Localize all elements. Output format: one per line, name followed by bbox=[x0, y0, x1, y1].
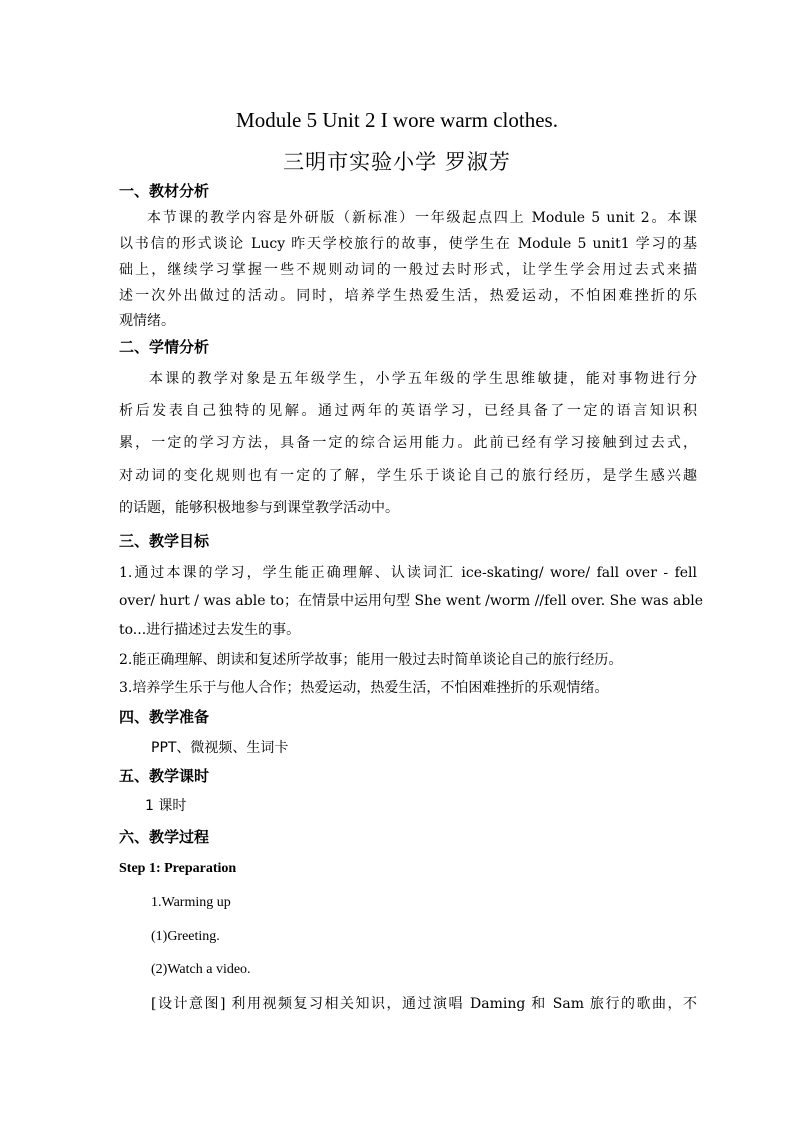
paragraph-line: 本节课的教学内容是外研版（新标准）一年级起点四上 Module 5 unit 2。本课 bbox=[147, 210, 697, 226]
paragraph-line: 析后发表自己独特的见解。通过两年的英语学习，已经具备了一定的语言知识积 bbox=[119, 403, 697, 419]
section-heading-teaching-process: 六、教学过程 bbox=[119, 828, 210, 846]
paragraph-line: 础上，继续学习掌握一些不规则动词的一般过去时形式，让学生学会用过去式来描 bbox=[119, 262, 697, 278]
goal-line: 3.培养学生乐于与他人合作；热爱运动，热爱生活，不怕困难挫折的乐观情绪。 bbox=[119, 680, 609, 696]
paragraph-line: 的话题，能够积极地参与到课堂教学活动中。 bbox=[119, 500, 399, 516]
preparation-materials: PPT、微视频、生词卡 bbox=[151, 740, 289, 756]
section-heading-textbook-analysis: 一、教材分析 bbox=[119, 182, 210, 200]
author-line: 三明市实验小学 罗淑芳 bbox=[283, 150, 511, 174]
goal-line: 2.能正确理解、朗读和复述所学故事；能用一般过去时简单谈论自己的旅行经历。 bbox=[119, 652, 623, 668]
paragraph-line: 观情绪。 bbox=[119, 313, 175, 329]
section-heading-class-hours: 五、教学课时 bbox=[119, 767, 210, 785]
goal-line: to...进行描述过去发生的事。 bbox=[119, 622, 301, 638]
document-title: Module 5 Unit 2 I wore warm clothes. bbox=[236, 108, 558, 132]
section-heading-preparation: 四、教学准备 bbox=[119, 708, 210, 726]
goal-line: 1.通过本课的学习，学生能正确理解、认读词汇 ice-skating/ wore/ fall over - fell bbox=[119, 565, 697, 581]
paragraph-line: 述一次外出做过的活动。同时，培养学生热爱生活，热爱运动，不怕困难挫折的乐 bbox=[119, 288, 697, 304]
section-heading-learner-analysis: 二、学情分析 bbox=[119, 338, 210, 356]
paragraph-line: 本课的教学对象是五年级学生，小学五年级的学生思维敏捷，能对事物进行分 bbox=[149, 371, 697, 387]
paragraph-line: 累，一定的学习方法，具备一定的综合运用能力。此前已经有学习接触到过去式， bbox=[119, 435, 697, 451]
paragraph-line: 对动词的变化规则也有一定的了解，学生乐于谈论自己的旅行经历，是学生感兴趣 bbox=[119, 468, 697, 484]
goal-line: over/ hurt / was able to；在情景中运用句型 She went /worm //fell over. She was able bbox=[119, 593, 704, 609]
step-heading: Step 1: Preparation bbox=[119, 861, 237, 876]
process-item: (2)Watch a video. bbox=[151, 962, 251, 977]
design-intent-line: [设计意图] 利用视频复习相关知识，通过演唱 Daming 和 Sam 旅行的歌曲，不 bbox=[151, 996, 697, 1012]
paragraph-line: 以书信的形式谈论 Lucy 昨天学校旅行的故事，使学生在 Module 5 unit1 学习的基 bbox=[119, 236, 697, 252]
process-item: (1)Greeting. bbox=[151, 929, 220, 944]
process-item: 1.Warming up bbox=[151, 895, 231, 910]
section-heading-teaching-goals: 三、教学目标 bbox=[119, 532, 210, 550]
class-hours: 1 课时 bbox=[145, 798, 187, 814]
